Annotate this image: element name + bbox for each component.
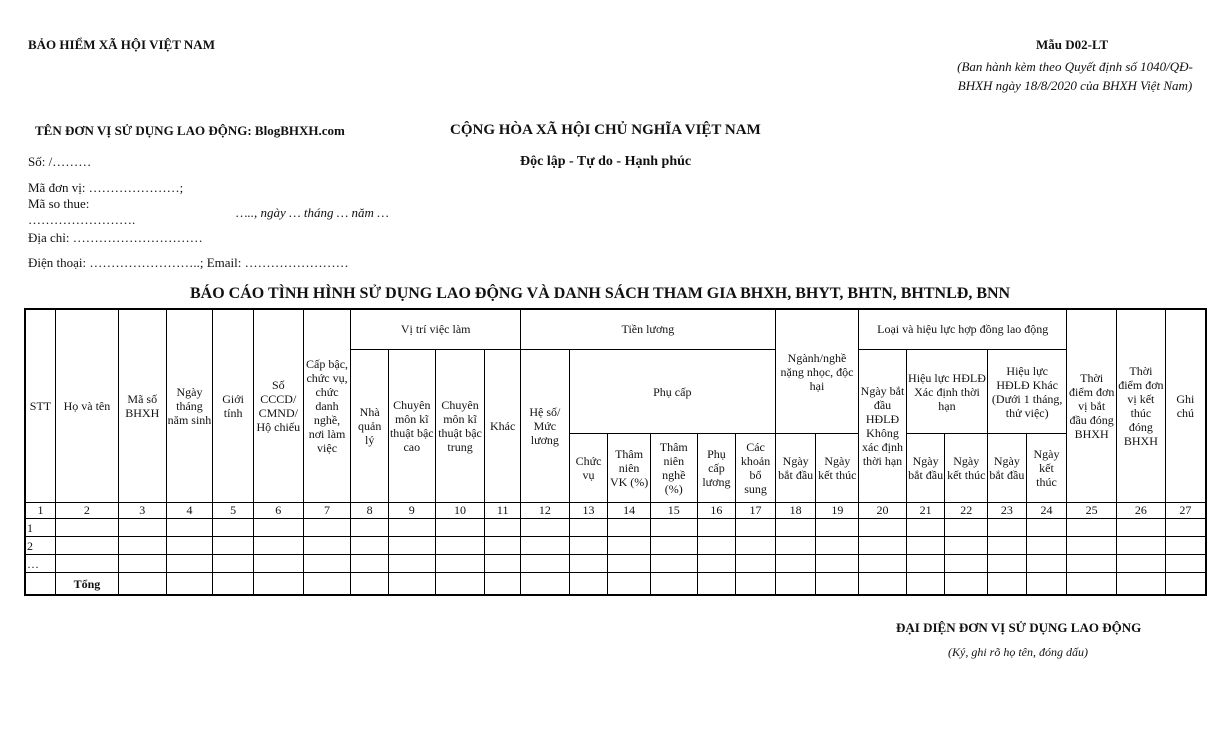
- table-cell: [485, 537, 521, 555]
- table-cell: [736, 555, 776, 573]
- row-index: …: [25, 555, 55, 573]
- table-cell: [697, 537, 736, 555]
- table-cell: [351, 518, 389, 536]
- column-number: 20: [859, 502, 907, 518]
- header-mid-technical: Chuyên môn kĩ thuật bậc trung: [435, 349, 485, 502]
- header-fixed-start-date: Ngày bắt đầu: [906, 434, 945, 502]
- table-cell: [569, 573, 608, 595]
- table-cell: [303, 573, 351, 595]
- country-title: CỘNG HÒA XÃ HỘI CHỦ NGHĨA VIỆT NAM: [450, 122, 761, 138]
- table-cell: [988, 555, 1027, 573]
- column-number: 19: [816, 502, 859, 518]
- table-cell: [303, 537, 351, 555]
- header-notes: Ghi chú: [1165, 309, 1206, 502]
- table-cell: [906, 537, 945, 555]
- form-code: Mẫu D02-LT: [1036, 37, 1109, 52]
- table-cell: [775, 537, 816, 555]
- column-number: 8: [351, 502, 389, 518]
- table-cell: [945, 573, 988, 595]
- table-cell: [166, 518, 213, 536]
- table-cell: [1026, 518, 1067, 536]
- table-cell: [520, 573, 569, 595]
- table-cell: [906, 555, 945, 573]
- header-salary-coefficient: Hệ số/ Mức lương: [520, 349, 569, 502]
- table-cell: [697, 573, 736, 595]
- table-cell: [1165, 537, 1206, 555]
- header-start-contribution: Thời điểm đơn vị bắt đầu đóng BHXH: [1067, 309, 1117, 502]
- column-number: 5: [213, 502, 254, 518]
- table-cell: [816, 573, 859, 595]
- table-cell: [388, 555, 435, 573]
- table-cell: [485, 573, 521, 595]
- table-cell: [608, 537, 651, 555]
- table-cell: [1165, 518, 1206, 536]
- header-position-title: Cấp bậc, chức vụ, chức danh nghề, nơi làm việc: [303, 309, 351, 502]
- column-number: 22: [945, 502, 988, 518]
- table-cell: [569, 537, 608, 555]
- table-cell: [816, 518, 859, 536]
- table-cell: [1117, 573, 1166, 595]
- table-cell: [816, 537, 859, 555]
- table-cell: [906, 573, 945, 595]
- table-cell: [55, 518, 118, 536]
- table-cell: [736, 537, 776, 555]
- employee-report-table: [24, 308, 1207, 596]
- date-line: ….., ngày … tháng … năm …: [236, 205, 389, 220]
- table-cell: [1117, 518, 1166, 536]
- table-row: [25, 537, 1206, 555]
- column-number: 2: [55, 502, 118, 518]
- table-cell: [650, 573, 697, 595]
- table-cell: [303, 555, 351, 573]
- table-cell: [253, 573, 303, 595]
- header-fixed-term-contract: Hiệu lực HĐLĐ Xác định thời hạn: [906, 349, 987, 434]
- total-label: Tổng: [55, 573, 118, 595]
- table-cell: [1067, 573, 1117, 595]
- header-other-contract: Hiệu lực HĐLĐ Khác (Dưới 1 tháng, thử việc): [988, 349, 1067, 434]
- header-gender: Giới tính: [213, 309, 254, 502]
- header-hazardous-job: Ngành/nghề nặng nhọc, độc hại: [775, 309, 858, 434]
- table-cell: [736, 573, 776, 595]
- employer-name: TÊN ĐƠN VỊ SỬ DỤNG LAO ĐỘNG: BlogBHXH.com: [35, 123, 345, 138]
- header-social-insurance-number: Mã số BHXH: [118, 309, 166, 502]
- document-number: Số: /………: [28, 154, 92, 169]
- column-number: 14: [608, 502, 651, 518]
- column-number: 26: [1117, 502, 1166, 518]
- column-number-row: [25, 502, 1206, 518]
- table-cell: [945, 537, 988, 555]
- table-cell: [351, 573, 389, 595]
- column-number: 7: [303, 502, 351, 518]
- table-cell: [213, 518, 254, 536]
- table-cell: [166, 573, 213, 595]
- table-cell: [736, 518, 776, 536]
- unit-code-field: Mã đơn vị: …………………;: [28, 180, 184, 195]
- column-number: 9: [388, 502, 435, 518]
- report-title: BÁO CÁO TÌNH HÌNH SỬ DỤNG LAO ĐỘNG VÀ DANH SÁCH THAM GIA BHXH, BHYT, BHTN, BHTNLĐ, BNN: [190, 285, 1011, 302]
- table-row: [25, 555, 1206, 573]
- table-cell: [435, 518, 485, 536]
- table-cell: [166, 555, 213, 573]
- table-cell: [816, 555, 859, 573]
- table-cell: [1026, 573, 1067, 595]
- table-cell: [520, 555, 569, 573]
- table-cell: [253, 537, 303, 555]
- table-cell: [55, 537, 118, 555]
- column-number: 4: [166, 502, 213, 518]
- table-cell: [945, 555, 988, 573]
- table-cell: [988, 537, 1027, 555]
- table-cell: [1067, 555, 1117, 573]
- row-index: 1: [25, 518, 55, 536]
- table-cell: [859, 555, 907, 573]
- table-cell: [650, 537, 697, 555]
- table-cell: [388, 537, 435, 555]
- table-cell: [213, 573, 254, 595]
- table-cell: [388, 518, 435, 536]
- table-cell: [1026, 537, 1067, 555]
- table-cell: [118, 518, 166, 536]
- agency-name: BẢO HIỂM XÃ HỘI VIỆT NAM: [28, 37, 215, 52]
- form-decision-note: (Ban hành kèm theo Quyết định số 1040/QĐ-BHXH ngày 18/8/2020 của BHXH Việt Nam): [957, 59, 1193, 93]
- row-index: 2: [25, 537, 55, 555]
- table-cell: [859, 518, 907, 536]
- column-number: 27: [1165, 502, 1206, 518]
- header-salary: Tiền lương: [520, 309, 775, 349]
- table-cell: [859, 573, 907, 595]
- table-cell: [25, 573, 55, 595]
- table-cell: [775, 555, 816, 573]
- header-salary-allowance: Phụ cấp lương: [697, 434, 736, 502]
- table-cell: [388, 573, 435, 595]
- table-cell: [485, 518, 521, 536]
- table-cell: [1165, 573, 1206, 595]
- signature-title: ĐẠI DIỆN ĐƠN VỊ SỬ DỤNG LAO ĐỘNG: [896, 620, 1142, 635]
- table-cell: [118, 537, 166, 555]
- header-supplementary: Các khoản bổ sung: [736, 434, 776, 502]
- header-end-contribution: Thời điểm đơn vị kết thúc đóng BHXH: [1117, 309, 1166, 502]
- column-number: 24: [1026, 502, 1067, 518]
- phone-email-field: Điện thoại: ……………………..; Email: ……………………: [28, 255, 349, 270]
- column-number: 11: [485, 502, 521, 518]
- table-cell: [1117, 537, 1166, 555]
- table-cell: [166, 537, 213, 555]
- column-number: 18: [775, 502, 816, 518]
- table-cell: [303, 518, 351, 536]
- table-cell: [435, 555, 485, 573]
- column-number: 16: [697, 502, 736, 518]
- total-row: [25, 573, 1206, 595]
- table-cell: [213, 555, 254, 573]
- table-cell: [485, 555, 521, 573]
- table-row: [25, 518, 1206, 536]
- table-cell: [351, 555, 389, 573]
- column-number: 23: [988, 502, 1027, 518]
- table-cell: [859, 537, 907, 555]
- header-occupational-seniority: Thâm niên nghề (%): [650, 434, 697, 502]
- table-cell: [118, 555, 166, 573]
- header-hazard-start-date: Ngày bắt đầu: [775, 434, 816, 502]
- table-cell: [650, 555, 697, 573]
- table-cell: [55, 555, 118, 573]
- table-cell: [351, 537, 389, 555]
- table-cell: [520, 537, 569, 555]
- table-cell: [569, 518, 608, 536]
- table-cell: [1067, 518, 1117, 536]
- table-cell: [650, 518, 697, 536]
- header-job-position: Vị trí việc làm: [351, 309, 521, 349]
- tax-code-label: Mã so thue:: [28, 196, 90, 211]
- column-number: 6: [253, 502, 303, 518]
- table-cell: [1026, 555, 1067, 573]
- table-cell: [435, 573, 485, 595]
- header-full-name: Họ và tên: [55, 309, 118, 502]
- table-cell: [906, 518, 945, 536]
- table-cell: [608, 573, 651, 595]
- header-date-of-birth: Ngày tháng năm sinh: [166, 309, 213, 502]
- header-stt: STT: [25, 309, 55, 502]
- table-cell: [1117, 555, 1166, 573]
- column-number: 3: [118, 502, 166, 518]
- column-number: 12: [520, 502, 569, 518]
- national-motto: Độc lập - Tự do - Hạnh phúc: [520, 154, 692, 169]
- table-cell: [775, 573, 816, 595]
- header-id-number: Số CCCD/ CMND/ Hộ chiếu: [253, 309, 303, 502]
- header-indefinite-contract-start: Ngày bắt đầu HĐLĐ Không xác định thời hạn: [859, 349, 907, 502]
- header-position-allowance: Chức vụ: [569, 434, 608, 502]
- table-cell: [253, 555, 303, 573]
- header-other-position: Khác: [485, 349, 521, 502]
- address-field: Địa chỉ: …………………………: [28, 230, 203, 245]
- header-seniority-allowance: Thâm niên VK (%): [608, 434, 651, 502]
- header-labor-contract: Loại và hiệu lực hợp đồng lao động: [859, 309, 1067, 349]
- column-number: 25: [1067, 502, 1117, 518]
- table-cell: [1067, 537, 1117, 555]
- header-fixed-end-date: Ngày kết thúc: [945, 434, 988, 502]
- table-cell: [435, 537, 485, 555]
- column-number: 13: [569, 502, 608, 518]
- header-other-start-date: Ngày bắt đầu: [988, 434, 1027, 502]
- header-hazard-end-date: Ngày kết thúc: [816, 434, 859, 502]
- table-cell: [520, 518, 569, 536]
- table-cell: [945, 518, 988, 536]
- header-manager: Nhà quản lý: [351, 349, 389, 502]
- tax-code-field: …………………….: [28, 212, 136, 227]
- table-cell: [213, 537, 254, 555]
- column-number: 21: [906, 502, 945, 518]
- table-cell: [569, 555, 608, 573]
- table-cell: [608, 555, 651, 573]
- table-cell: [988, 518, 1027, 536]
- header-senior-technical: Chuyên môn kĩ thuật bậc cao: [388, 349, 435, 502]
- column-number: 1: [25, 502, 55, 518]
- table-cell: [697, 518, 736, 536]
- column-number: 10: [435, 502, 485, 518]
- signature-note: (Ký, ghi rõ họ tên, đóng dấu): [948, 645, 1088, 659]
- table-cell: [988, 573, 1027, 595]
- table-cell: [1165, 555, 1206, 573]
- header-allowances: Phụ cấp: [569, 349, 775, 434]
- column-number: 15: [650, 502, 697, 518]
- table-cell: [697, 555, 736, 573]
- header-other-end-date: Ngày kết thúc: [1026, 434, 1067, 502]
- table-cell: [253, 518, 303, 536]
- table-cell: [608, 518, 651, 536]
- table-cell: [775, 518, 816, 536]
- table-cell: [118, 573, 166, 595]
- column-number: 17: [736, 502, 776, 518]
